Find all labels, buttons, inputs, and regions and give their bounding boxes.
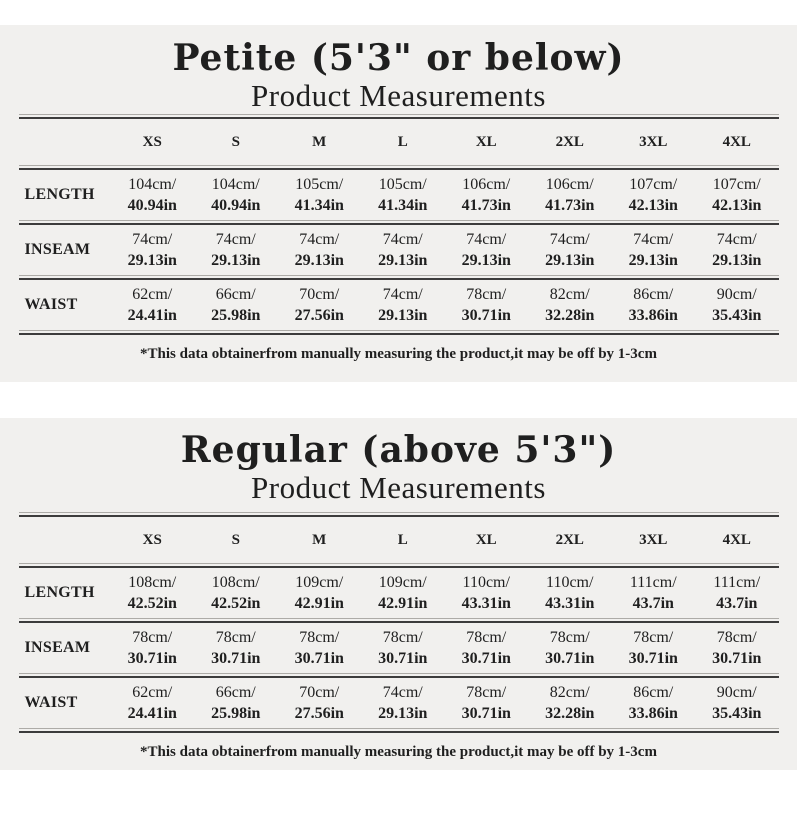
in-value: 40.94in xyxy=(211,197,261,214)
row-label: LENGTH xyxy=(24,584,95,601)
in-value: 30.71in xyxy=(294,650,344,667)
measurement-cell xyxy=(445,229,529,271)
in-value: 29.13in xyxy=(628,252,678,269)
measurement-cell xyxy=(528,174,612,216)
in-value: 27.56in xyxy=(294,307,344,324)
measurement-cell xyxy=(278,284,362,326)
table-divider xyxy=(19,330,779,335)
cm-value: 74cm/ xyxy=(215,231,256,248)
cm-value: 70cm/ xyxy=(299,286,340,303)
cm-value: 82cm/ xyxy=(549,684,590,701)
column-header-xl: XL xyxy=(475,531,497,548)
petite-size-chart-section xyxy=(0,25,797,382)
table-row-length xyxy=(19,170,779,220)
measurement-cell xyxy=(612,627,696,669)
column-header-s: S xyxy=(231,133,240,150)
measurement-cell xyxy=(612,174,696,216)
measurement-cell xyxy=(111,174,195,216)
in-value: 43.31in xyxy=(461,595,511,612)
cm-value: 110cm/ xyxy=(546,574,594,591)
in-value: 29.13in xyxy=(127,252,177,269)
column-header-2xl: 2XL xyxy=(555,133,584,150)
cm-value: 86cm/ xyxy=(633,684,674,701)
cm-value: 74cm/ xyxy=(299,231,340,248)
cm-value: 110cm/ xyxy=(462,574,510,591)
cm-value: 74cm/ xyxy=(132,231,173,248)
cm-value: 78cm/ xyxy=(466,684,507,701)
in-value: 40.94in xyxy=(127,197,177,214)
cm-value: 78cm/ xyxy=(132,629,173,646)
measurement-cell xyxy=(361,572,445,614)
regular-size-chart-section xyxy=(0,418,797,770)
measurements-table-petite xyxy=(19,114,779,335)
cm-value: 66cm/ xyxy=(215,684,256,701)
in-value: 29.13in xyxy=(461,252,511,269)
in-value: 30.71in xyxy=(378,650,428,667)
column-header-s: S xyxy=(231,531,240,548)
cm-value: 111cm/ xyxy=(629,574,677,591)
measurement-cell xyxy=(194,627,278,669)
in-value: 42.52in xyxy=(211,595,261,612)
section-title-petite: Petite (5'3" or below) xyxy=(172,37,625,79)
footnote: *This data obtainerfrom manually measuring the product,it may be off by 1-3cm xyxy=(140,744,657,760)
row-label: INSEAM xyxy=(24,639,91,656)
section-subtitle: Product Measurements xyxy=(251,470,546,505)
measurement-cell xyxy=(361,627,445,669)
column-header-m: M xyxy=(312,531,327,548)
measurement-cell xyxy=(111,229,195,271)
cm-value: 74cm/ xyxy=(716,231,757,248)
cm-value: 105cm/ xyxy=(378,176,427,193)
in-value: 35.43in xyxy=(712,705,762,722)
cm-value: 78cm/ xyxy=(382,629,423,646)
column-header-m: M xyxy=(312,133,327,150)
cm-value: 90cm/ xyxy=(716,684,757,701)
cm-value: 105cm/ xyxy=(295,176,344,193)
in-value: 27.56in xyxy=(294,705,344,722)
measurement-cell xyxy=(445,284,529,326)
column-header-3xl: 3XL xyxy=(639,133,668,150)
in-value: 25.98in xyxy=(211,705,261,722)
measurement-cell xyxy=(695,627,779,669)
in-value: 32.28in xyxy=(545,307,595,324)
table-row-length xyxy=(19,568,779,618)
cm-value: 107cm/ xyxy=(629,176,678,193)
row-label: INSEAM xyxy=(24,241,91,258)
measurement-cell xyxy=(278,682,362,724)
in-value: 30.71in xyxy=(461,650,511,667)
column-header-xs: XS xyxy=(142,531,162,548)
measurement-cell xyxy=(528,229,612,271)
cm-value: 74cm/ xyxy=(633,231,674,248)
in-value: 42.91in xyxy=(378,595,428,612)
in-value: 43.7in xyxy=(716,595,758,612)
row-label: WAIST xyxy=(24,296,78,313)
cm-value: 106cm/ xyxy=(462,176,511,193)
cm-value: 74cm/ xyxy=(466,231,507,248)
in-value: 42.13in xyxy=(712,197,762,214)
section-gap xyxy=(0,382,800,418)
cm-value: 109cm/ xyxy=(378,574,427,591)
table-row-waist xyxy=(19,280,779,330)
cm-value: 108cm/ xyxy=(211,574,260,591)
in-value: 33.86in xyxy=(628,705,678,722)
column-header-4xl: 4XL xyxy=(722,133,751,150)
in-value: 30.71in xyxy=(545,650,595,667)
in-value: 25.98in xyxy=(211,307,261,324)
measurements-table-regular xyxy=(19,512,779,733)
measurement-cell xyxy=(194,682,278,724)
table-row-inseam xyxy=(19,623,779,673)
column-header-3xl: 3XL xyxy=(639,531,668,548)
measurement-cell xyxy=(445,627,529,669)
measurement-cell xyxy=(111,682,195,724)
cm-value: 78cm/ xyxy=(716,629,757,646)
cm-value: 109cm/ xyxy=(295,574,344,591)
cm-value: 78cm/ xyxy=(466,286,507,303)
in-value: 29.13in xyxy=(378,705,428,722)
cm-value: 74cm/ xyxy=(382,286,423,303)
cm-value: 111cm/ xyxy=(713,574,761,591)
measurement-cell xyxy=(612,572,696,614)
measurement-cell xyxy=(612,284,696,326)
in-value: 32.28in xyxy=(545,705,595,722)
in-value: 41.34in xyxy=(378,197,428,214)
in-value: 42.52in xyxy=(127,595,177,612)
in-value: 42.13in xyxy=(628,197,678,214)
column-header-2xl: 2XL xyxy=(555,531,584,548)
measurement-cell xyxy=(695,682,779,724)
cm-value: 74cm/ xyxy=(549,231,590,248)
measurement-cell xyxy=(361,682,445,724)
cm-value: 66cm/ xyxy=(215,286,256,303)
measurement-cell xyxy=(278,229,362,271)
measurement-cell xyxy=(528,572,612,614)
measurement-cell xyxy=(361,229,445,271)
cm-value: 62cm/ xyxy=(132,286,173,303)
measurement-cell xyxy=(194,572,278,614)
in-value: 30.71in xyxy=(461,307,511,324)
measurement-cell xyxy=(695,229,779,271)
column-header-4xl: 4XL xyxy=(722,531,751,548)
measurement-cell xyxy=(528,682,612,724)
in-value: 41.73in xyxy=(545,197,595,214)
in-value: 30.71in xyxy=(712,650,762,667)
column-header-l: L xyxy=(397,531,408,548)
column-header-l: L xyxy=(397,133,408,150)
measurement-cell xyxy=(278,572,362,614)
cm-value: 78cm/ xyxy=(466,629,507,646)
in-value: 41.34in xyxy=(294,197,344,214)
cm-value: 104cm/ xyxy=(128,176,177,193)
cm-value: 82cm/ xyxy=(549,286,590,303)
in-value: 29.13in xyxy=(378,307,428,324)
cm-value: 78cm/ xyxy=(549,629,590,646)
in-value: 42.91in xyxy=(294,595,344,612)
in-value: 29.13in xyxy=(211,252,261,269)
measurement-cell xyxy=(445,174,529,216)
measurement-cell xyxy=(445,682,529,724)
in-value: 30.71in xyxy=(127,650,177,667)
section-subtitle: Product Measurements xyxy=(251,78,546,113)
table-header-row xyxy=(19,517,779,563)
cm-value: 108cm/ xyxy=(128,574,177,591)
in-value: 29.13in xyxy=(378,252,428,269)
measurement-cell xyxy=(361,174,445,216)
table-row-waist xyxy=(19,678,779,728)
in-value: 30.71in xyxy=(461,705,511,722)
measurement-cell xyxy=(111,572,195,614)
cm-value: 78cm/ xyxy=(299,629,340,646)
cm-value: 78cm/ xyxy=(633,629,674,646)
measurement-cell xyxy=(612,229,696,271)
in-value: 29.13in xyxy=(545,252,595,269)
cm-value: 106cm/ xyxy=(545,176,594,193)
cm-value: 107cm/ xyxy=(712,176,761,193)
measurement-cell xyxy=(528,627,612,669)
in-value: 30.71in xyxy=(628,650,678,667)
measurement-cell xyxy=(194,174,278,216)
measurement-cell xyxy=(612,682,696,724)
cm-value: 74cm/ xyxy=(382,231,423,248)
cm-value: 104cm/ xyxy=(211,176,260,193)
in-value: 35.43in xyxy=(712,307,762,324)
table-header-row xyxy=(19,119,779,165)
in-value: 43.7in xyxy=(632,595,674,612)
measurement-cell xyxy=(695,284,779,326)
cm-value: 78cm/ xyxy=(215,629,256,646)
section-title-regular: Regular (above 5'3") xyxy=(180,429,617,471)
measurement-cell xyxy=(695,174,779,216)
measurement-cell xyxy=(695,572,779,614)
measurement-cell xyxy=(278,627,362,669)
measurement-cell xyxy=(194,284,278,326)
measurement-cell xyxy=(361,284,445,326)
measurement-cell xyxy=(278,174,362,216)
in-value: 24.41in xyxy=(127,307,177,324)
cm-value: 62cm/ xyxy=(132,684,173,701)
measurement-cell xyxy=(445,572,529,614)
column-header-xl: XL xyxy=(475,133,497,150)
in-value: 29.13in xyxy=(712,252,762,269)
measurement-cell xyxy=(111,284,195,326)
table-divider xyxy=(19,728,779,733)
row-label: WAIST xyxy=(24,694,78,711)
in-value: 33.86in xyxy=(628,307,678,324)
in-value: 43.31in xyxy=(545,595,595,612)
in-value: 24.41in xyxy=(127,705,177,722)
cm-value: 70cm/ xyxy=(299,684,340,701)
measurement-cell xyxy=(111,627,195,669)
in-value: 30.71in xyxy=(211,650,261,667)
measurement-cell xyxy=(528,284,612,326)
column-header-xs: XS xyxy=(142,133,162,150)
in-value: 41.73in xyxy=(461,197,511,214)
row-label: LENGTH xyxy=(24,186,95,203)
measurement-cell xyxy=(194,229,278,271)
cm-value: 86cm/ xyxy=(633,286,674,303)
table-row-inseam xyxy=(19,225,779,275)
cm-value: 90cm/ xyxy=(716,286,757,303)
cm-value: 74cm/ xyxy=(382,684,423,701)
in-value: 29.13in xyxy=(294,252,344,269)
footnote: *This data obtainerfrom manually measuring the product,it may be off by 1-3cm xyxy=(140,346,657,362)
